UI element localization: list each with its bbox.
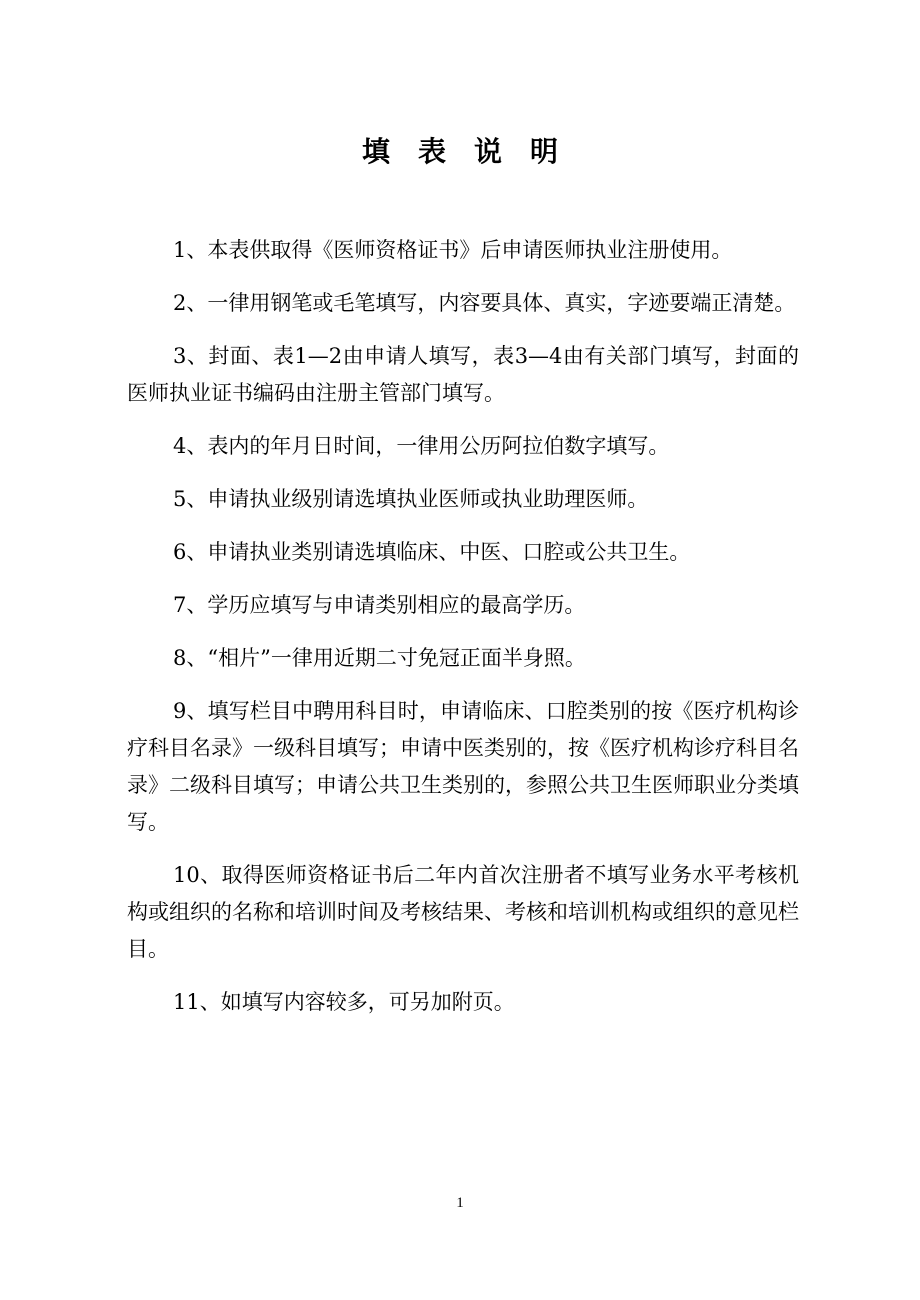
instruction-item: 5、申请执业级别请选填执业医师或执业助理医师。 (173, 487, 649, 511)
page-number: 1 (456, 1195, 464, 1211)
page-title: 填表说明 (361, 135, 586, 168)
instruction-item: 2、一律用钢笔或毛笔填写，内容要具体、真实，字迹要端正清楚。 (173, 291, 796, 315)
instruction-item: 11、如填写内容较多，可另加附页。 (173, 990, 515, 1014)
instruction-item: 4、表内的年月日时间，一律用公历阿拉伯数字填写。 (173, 434, 670, 458)
instruction-item: 1、本表供取得《医师资格证书》后申请医师执业注册使用。 (173, 238, 733, 262)
instruction-item: 8、“相片”一律用近期二寸免冠正面半身照。 (173, 646, 586, 670)
instruction-list (127, 232, 799, 1037)
instruction-item: 9、填写栏目中聘用科目时，申请临床、口腔类别的按《医疗机构诊疗科目名录》一级科目填写；申请中医类别的，按《医疗机构诊疗科目名录》二级科目填写；申请公共卫生类别的，参照公共卫生医师职业分类填写。 (127, 699, 799, 834)
instruction-item: 3、封面、表1—2由申请人填写，表3—4由有关部门填写，封面的医师执业证书编码由注册主管部门填写。 (127, 344, 799, 405)
instruction-item: 7、学历应填写与申请类别相应的最高学历。 (173, 593, 586, 617)
instruction-item: 10、取得医师资格证书后二年内首次注册者不填写业务水平考核机构或组织的名称和培训时间及考核结果、考核和培训机构或组织的意见栏目。 (127, 863, 799, 961)
instruction-item: 6、申请执业类别请选填临床、中医、口腔或公共卫生。 (173, 540, 691, 564)
